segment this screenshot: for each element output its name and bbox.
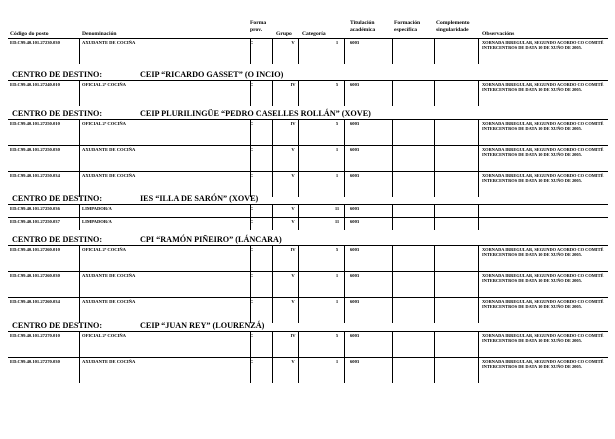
row-rule: [8, 119, 608, 120]
table-row: [8, 245, 608, 271]
centre-label: CENTRO DE DESTINO:: [12, 109, 103, 118]
row-rule: [8, 38, 608, 39]
column-rule: [272, 204, 273, 217]
cell-codigo: ED.C99.40.101.27260.030: [10, 273, 60, 278]
column-rule: [434, 357, 435, 383]
cell-categoria: 5: [335, 82, 339, 87]
cell-categoria: 1: [335, 40, 339, 45]
column-rule: [272, 297, 273, 323]
cell-denominacion: AXUDANTE DE COCIÑA: [82, 147, 136, 152]
table-row: [8, 38, 608, 64]
column-rule: [434, 38, 435, 64]
cell-forma: C: [250, 147, 254, 152]
cell-observacions: XORNADA IRREGULAR, SEGUNDO ACORDO CO COMITÉ INTERCENTROS DE DATA 10 DE XUÑO DE 2005.: [482, 359, 604, 370]
cell-grupo: V: [291, 147, 295, 152]
cell-observacions: XORNADA IRREGULAR, SEGUNDO ACORDO CO COMITÉ INTERCENTROS DE DATA 10 DE XUÑO DE 2005.: [482, 247, 604, 258]
column-rule: [392, 171, 393, 197]
cell-grupo: V: [291, 40, 295, 45]
column-rule: [79, 145, 80, 171]
column-rule: [392, 119, 393, 145]
column-rule: [478, 357, 479, 383]
header-grupo: Grupo: [276, 31, 292, 37]
cell-titulacion: 6003: [350, 206, 360, 211]
column-rule: [392, 217, 393, 230]
cell-categoria: 1: [335, 359, 339, 364]
column-rule: [272, 119, 273, 145]
table-row: [8, 271, 608, 297]
centre-name: CEIP PLURILINGÜE “PEDRO CASELLES ROLLÁN” (XOVE): [140, 109, 371, 118]
column-rule: [392, 271, 393, 297]
column-rule: [434, 217, 435, 230]
cell-titulacion: 6003: [350, 121, 360, 126]
header-denominacion: Denominación: [82, 31, 117, 37]
cell-titulacion: 6003: [350, 219, 360, 224]
row-rule: [8, 171, 608, 172]
cell-observacions: XORNADA IRREGULAR, SEGUNDO ACORDO CO COMITÉ INTERCENTROS DE DATA 10 DE XUÑO DE 2005.: [482, 333, 604, 344]
centre-label: CENTRO DE DESTINO:: [12, 235, 103, 244]
column-rule: [434, 331, 435, 357]
table-row: [8, 357, 608, 383]
centre-name: IES “ILLA DE SARÓN” (XOVE): [140, 194, 259, 203]
cell-forma: C: [250, 82, 254, 87]
column-rule: [478, 38, 479, 64]
cell-grupo: IV: [290, 82, 296, 87]
column-rule: [478, 145, 479, 171]
cell-codigo: ED.C99.40.101.27250.036: [10, 206, 60, 211]
cell-denominacion: AXUDANTE DE COCIÑA: [82, 40, 136, 45]
cell-forma: C: [250, 359, 254, 364]
header-observacions: Observacións: [482, 31, 515, 37]
column-rule: [434, 297, 435, 323]
column-rule: [478, 80, 479, 106]
column-rule: [79, 271, 80, 297]
column-rule: [434, 245, 435, 271]
column-rule: [392, 80, 393, 106]
column-rule: [392, 38, 393, 64]
column-rule: [79, 297, 80, 323]
cell-forma: C: [250, 40, 254, 45]
row-rule: [8, 80, 608, 81]
column-rule: [79, 80, 80, 106]
cell-categoria: 5: [335, 247, 339, 252]
cell-titulacion: 6003: [350, 173, 360, 178]
row-rule: [8, 204, 608, 205]
row-rule: [8, 245, 608, 246]
cell-codigo: ED.C99.40.101.27270.010: [10, 333, 60, 338]
column-rule: [79, 119, 80, 145]
cell-observacions: XORNADA IRREGULAR, SEGUNDO ACORDO CO COMITÉ INTERCENTROS DE DATA 10 DE XUÑO DE 2005.: [482, 173, 604, 184]
cell-observacions: XORNADA IRREGULAR, SEGUNDO ACORDO CO COMITÉ INTERCENTROS DE DATA 10 DE XUÑO DE 2005.: [482, 273, 604, 284]
column-rule: [272, 217, 273, 230]
cell-codigo: ED.C99.40.101.27250.037: [10, 219, 60, 224]
cell-titulacion: 6003: [350, 273, 360, 278]
column-rule: [79, 217, 80, 230]
centre-name: CPI “RAMÓN PIÑEIRO” (LÁNCARA): [140, 235, 282, 244]
cell-grupo: V: [291, 173, 295, 178]
cell-codigo: ED.C99.40.101.27260.010: [10, 247, 60, 252]
cell-grupo: IV: [290, 247, 296, 252]
cell-denominacion: AXUDANTE DE COCIÑA: [82, 273, 136, 278]
table-row: [8, 119, 608, 145]
column-rule: [478, 245, 479, 271]
row-rule: [8, 217, 608, 218]
table-row: [8, 331, 608, 357]
column-rule: [478, 171, 479, 197]
cell-denominacion: OFICIAL 2ª COCIÑA: [82, 82, 127, 87]
cell-titulacion: 6003: [350, 333, 360, 338]
cell-observacions: XORNADA IRREGULAR, SEGUNDO ACORDO CO COMITÉ INTERCENTROS DE DATA 10 DE XUÑO DE 2005.: [482, 121, 604, 132]
cell-forma: C: [250, 247, 254, 252]
cell-titulacion: 6003: [350, 40, 360, 45]
cell-titulacion: 6003: [350, 147, 360, 152]
cell-grupo: IV: [290, 121, 296, 126]
cell-forma: C: [250, 206, 254, 211]
header-codigo: Código do posto: [10, 31, 49, 37]
column-rule: [272, 80, 273, 106]
row-rule: [8, 271, 608, 272]
cell-titulacion: 6003: [350, 299, 360, 304]
cell-codigo: ED.C99.40.101.27270.030: [10, 359, 60, 364]
column-rule: [392, 297, 393, 323]
column-rule: [392, 357, 393, 383]
column-rule: [272, 38, 273, 64]
cell-codigo: ED.C99.40.101.27240.010: [10, 82, 60, 87]
cell-forma: C: [250, 173, 254, 178]
column-rule: [478, 331, 479, 357]
column-rule: [79, 245, 80, 271]
column-rule: [434, 145, 435, 171]
cell-codigo: ED.C99.40.101.27250.034: [10, 173, 60, 178]
header-titulacion: Titulación académica: [350, 20, 376, 33]
column-rule: [272, 357, 273, 383]
cell-denominacion: LIMPADOR/A: [82, 219, 112, 224]
header-formacion: Formación específica: [394, 20, 421, 33]
cell-grupo: V: [291, 273, 295, 278]
table-row: [8, 297, 608, 323]
cell-grupo: V: [291, 206, 295, 211]
column-rule: [392, 331, 393, 357]
cell-observacions: XORNADA IRREGULAR, SEGUNDO ACORDO CO COMITÉ INTERCENTROS DE DATA 10 DE XUÑO DE 2005.: [482, 40, 604, 51]
cell-observacions: XORNADA IRREGULAR, SEGUNDO ACORDO CO COMITÉ INTERCENTROS DE DATA 10 DE XUÑO DE 2005.: [482, 82, 604, 93]
column-rule: [478, 217, 479, 230]
cell-codigo: ED.C99.40.101.27260.034: [10, 299, 60, 304]
column-rule: [392, 145, 393, 171]
column-rule: [434, 271, 435, 297]
row-rule: [8, 297, 608, 298]
cell-observacions: XORNADA IRREGULAR, SEGUNDO ACORDO CO COMITÉ INTERCENTROS DE DATA 10 DE XUÑO DE 2005.: [482, 299, 604, 310]
column-rule: [272, 331, 273, 357]
table-row: [8, 217, 608, 230]
cell-denominacion: OFICIAL 2ª COCIÑA: [82, 333, 127, 338]
cell-codigo: ED.C99.40.101.27250.030: [10, 147, 60, 152]
cell-grupo: V: [291, 299, 295, 304]
column-rule: [434, 80, 435, 106]
column-rule: [434, 204, 435, 217]
row-rule: [8, 357, 608, 358]
cell-titulacion: 6003: [350, 82, 360, 87]
column-rule: [478, 119, 479, 145]
cell-forma: C: [250, 273, 254, 278]
cell-codigo: ED.C99.40.101.27230.030: [10, 40, 60, 45]
cell-denominacion: LIMPADOR/A: [82, 206, 112, 211]
cell-denominacion: OFICIAL 2ª COCIÑA: [82, 121, 127, 126]
column-rule: [434, 119, 435, 145]
cell-categoria: 1: [335, 299, 339, 304]
column-rule: [79, 38, 80, 64]
cell-categoria: 1: [335, 273, 339, 278]
header-complemento: Complemento singularidade: [436, 20, 470, 33]
column-rule: [392, 245, 393, 271]
cell-categoria: 11: [334, 206, 340, 211]
cell-observacions: XORNADA IRREGULAR, SEGUNDO ACORDO CO COMITÉ INTERCENTROS DE DATA 10 DE XUÑO DE 2005.: [482, 147, 604, 158]
cell-denominacion: OFICIAL 2ª COCIÑA: [82, 247, 127, 252]
row-rule: [8, 145, 608, 146]
cell-forma: C: [250, 219, 254, 224]
column-rule: [272, 271, 273, 297]
centre-label: CENTRO DE DESTINO:: [12, 321, 103, 330]
column-rule: [79, 204, 80, 217]
column-rule: [79, 331, 80, 357]
centre-label: CENTRO DE DESTINO:: [12, 194, 103, 203]
cell-forma: C: [250, 299, 254, 304]
column-rule: [434, 171, 435, 197]
cell-denominacion: AXUDANTE DE COCIÑA: [82, 173, 136, 178]
cell-grupo: IV: [290, 333, 296, 338]
centre-label: CENTRO DE DESTINO:: [12, 70, 103, 79]
cell-categoria: 5: [335, 333, 339, 338]
centre-name: CEIP “JUAN REY” (LOURENZÁ): [140, 321, 265, 330]
column-rule: [478, 297, 479, 323]
column-rule: [272, 245, 273, 271]
cell-categoria: 5: [335, 121, 339, 126]
column-rule: [478, 204, 479, 217]
cell-categoria: 1: [335, 147, 339, 152]
cell-forma: C: [250, 121, 254, 126]
cell-forma: C: [250, 333, 254, 338]
cell-grupo: V: [291, 219, 295, 224]
cell-categoria: 1: [335, 173, 339, 178]
column-rule: [478, 271, 479, 297]
cell-grupo: V: [291, 359, 295, 364]
cell-titulacion: 6003: [350, 359, 360, 364]
column-rule: [272, 171, 273, 197]
column-rule: [392, 204, 393, 217]
cell-codigo: ED.C99.40.101.27250.010: [10, 121, 60, 126]
table-row: [8, 145, 608, 171]
table-row: [8, 80, 608, 106]
cell-denominacion: AXUDANTE DE COCIÑA: [82, 299, 136, 304]
column-rule: [272, 145, 273, 171]
column-rule: [79, 357, 80, 383]
table-row: [8, 204, 608, 217]
cell-denominacion: AXUDANTE DE COCIÑA: [82, 359, 136, 364]
row-rule: [8, 331, 608, 332]
cell-titulacion: 6003: [350, 247, 360, 252]
centre-name: CEIP “RICARDO GASSET” (O INCIO): [140, 70, 284, 79]
header-categoria: Categoría: [302, 31, 326, 37]
header-forma: Forma prov.: [250, 20, 267, 33]
cell-categoria: 11: [334, 219, 340, 224]
